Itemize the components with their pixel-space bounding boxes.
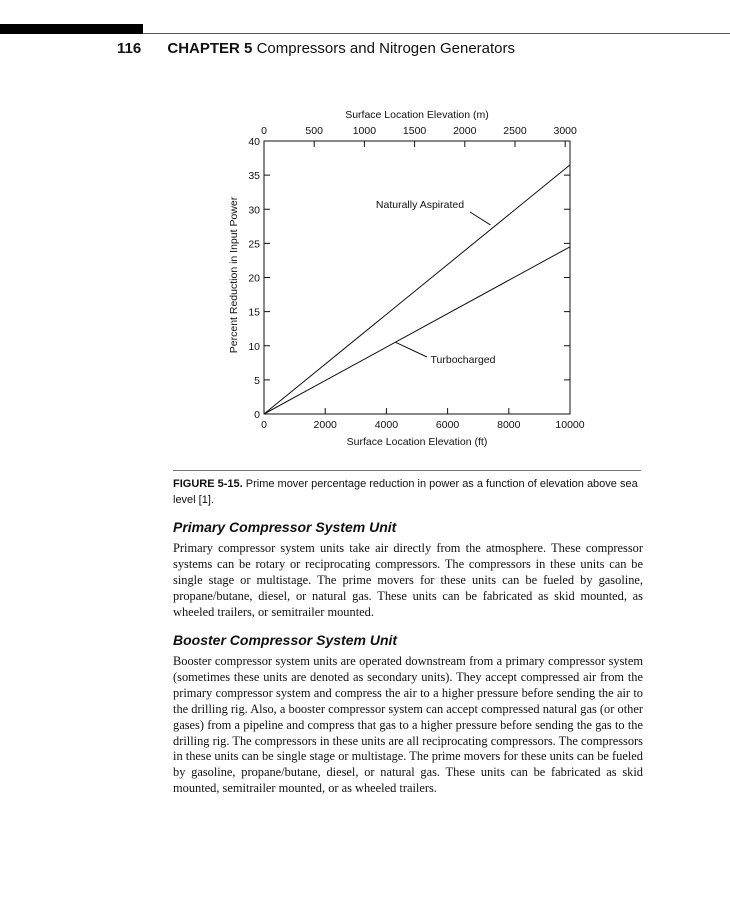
x-tick-label-m: 500 [305, 125, 323, 137]
y-tick-label: 30 [248, 204, 260, 217]
x-tick-label-m: 1000 [352, 125, 377, 137]
x-tick-label-ft: 0 [261, 419, 267, 431]
x-axis-label: Surface Location Elevation (ft) [346, 436, 488, 448]
section-primary-compressor [173, 519, 643, 621]
x-tick-label-ft: 4000 [374, 419, 399, 431]
series-line [264, 247, 570, 414]
chapter-title: Compressors and Nitrogen Generators [256, 40, 516, 57]
series-leader-line [396, 342, 427, 357]
x-tick-label-m: 1500 [402, 125, 427, 137]
top-axis-label: Surface Location Elevation (m) [345, 109, 489, 121]
y-tick-label: 15 [248, 306, 260, 319]
y-tick-label: 0 [254, 409, 260, 421]
section-booster-compressor [173, 632, 643, 797]
x-tick-label-ft: 10000 [555, 419, 585, 431]
y-tick-label: 10 [248, 340, 260, 353]
x-tick-label-ft: 2000 [313, 419, 337, 431]
section-body: Primary compressor system units take air directly from the atmosphere. These compressor systems can be rotary or reciprocating compressors. The compressors in these units can be single stage or multistage. The prime movers for these units can be fueled by gasoline, propane/butane, diesel, or natural gas. These units can be fabricated as skid mounted, as wheeled trailers, or semitrailer mounted. [173, 541, 643, 619]
section-heading: Booster Compressor System Unit [173, 632, 398, 648]
y-tick-label: 20 [248, 272, 260, 285]
x-tick-label-ft: 8000 [497, 419, 521, 431]
section-body: Booster compressor system units are operated downstream from a primary compressor system (sometimes these units are denoted as secondary units). They accept compressed air from the primary compressor system and compress the air to a higher pressure before sending the air to the drilling rig. Also, a booster compressor system can accept compressed natural gas (or other gases) from a pipeline and compress that gas to a higher pressure before sending the gas to the drilling rig. The compressors in these units are all reciprocating compressors. The compressors in these units can be single stage or multistage. The prime movers for these units can be fueled by gasoline, propane/butane, diesel, or natural gas. These units can be fabricated as skid mounted, semitrailer mounted, or as wheeled trailers. [173, 654, 643, 796]
y-axis-label: Percent Reduction in Input Power [228, 196, 240, 354]
y-tick-label: 40 [248, 136, 260, 148]
caption-text: Prime mover percentage reduction in power as a function of elevation above sea level [1]. [173, 478, 638, 506]
x-tick-label-m: 2500 [503, 125, 527, 137]
page-number: 116 [117, 40, 142, 57]
y-tick-label: 25 [248, 238, 260, 251]
y-tick-label: 35 [248, 170, 260, 183]
x-tick-label-m: 2000 [453, 125, 477, 137]
plot-frame [264, 141, 570, 414]
x-tick-label-m: 0 [261, 125, 267, 137]
series-label: Naturally Aspirated [375, 199, 465, 211]
series-leader-line [470, 212, 490, 225]
figure-caption [173, 476, 643, 508]
y-tick-label: 5 [254, 374, 260, 387]
caption-rule [173, 470, 641, 471]
chapter-label: CHAPTER 5 [167, 40, 253, 57]
x-tick-label-ft: 6000 [435, 419, 460, 431]
series-label: Turbocharged [430, 354, 496, 366]
figure-label: FIGURE 5-15. [173, 478, 243, 490]
x-tick-label-m: 3000 [553, 125, 577, 137]
section-heading: Primary Compressor System Unit [173, 519, 397, 535]
